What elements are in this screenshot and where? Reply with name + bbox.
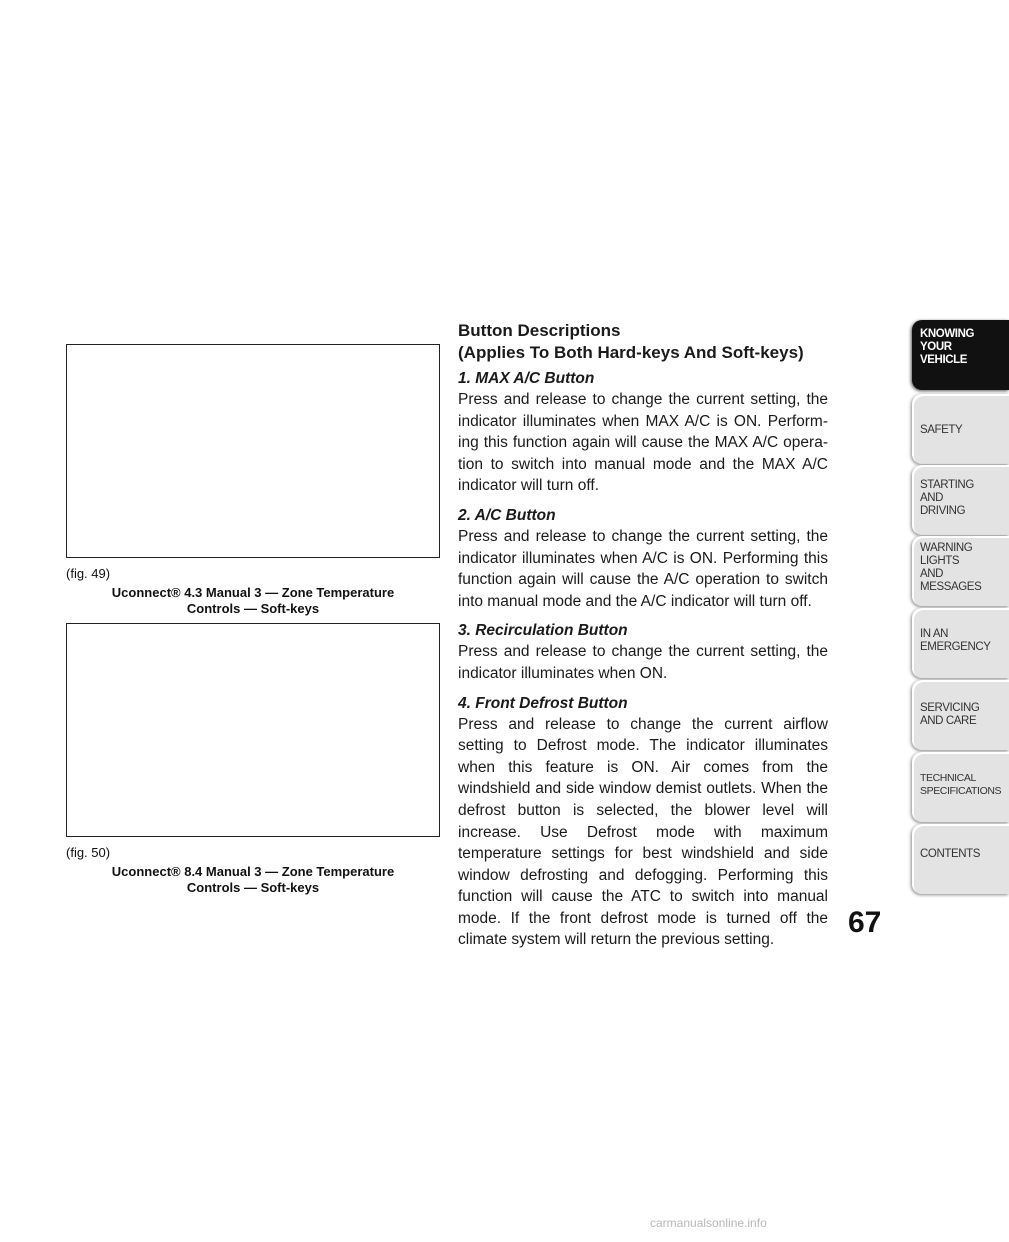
tab-label: AND <box>920 568 944 580</box>
figure-50-caption-line1: Uconnect® 8.4 Manual 3 — Zone Temperature <box>111 864 395 879</box>
tab-in-an-emergency[interactable] <box>912 608 1009 678</box>
tab-label: SERVICING <box>920 702 980 714</box>
tab-label: VEHICLE <box>920 354 968 366</box>
item-ac <box>458 505 828 612</box>
tab-starting-and-driving[interactable] <box>912 465 1009 535</box>
tab-label: TECHNICAL <box>920 772 976 784</box>
figure-50-caption-line2: Controls — Soft-keys <box>186 880 320 895</box>
item-heading: 3. Recirculation Button <box>458 622 628 640</box>
section-title-line2: (Applies To Both Hard-keys And Soft-keys) <box>458 343 804 362</box>
item-front-defrost <box>458 693 828 952</box>
tab-label: CONTENTS <box>920 848 981 860</box>
item-heading: 2. A/C Button <box>458 506 556 524</box>
tab-label: SPECIFICATIONS <box>920 785 1002 797</box>
tab-label: KNOWING <box>920 328 975 340</box>
item-recirculation <box>458 620 828 684</box>
tab-label: EMERGENCY <box>920 641 991 653</box>
tab-label: SAFETY <box>920 424 963 436</box>
tab-label: DRIVING <box>920 505 966 517</box>
page-number: 67 <box>848 906 882 939</box>
figure-49-caption-line1: Uconnect® 4.3 Manual 3 — Zone Temperature <box>111 585 395 600</box>
figure-49-image <box>66 344 440 558</box>
tab-servicing-and-care[interactable] <box>912 680 1009 750</box>
item-body: Press and release to change the current airflow setting to Defrost mode. The indicator illuminates when this feature is ON. Air comes from the windshield and side window demist outlets. When the defrost button is selected, the blower level will increase. Use Defrost mode with maximum temperature settings for best windshield and side window defrosting and defogging. Performing this function will cause the ATC to switch into manual mode. If the front defrost mode is turned off the climate system will return the previous setting. <box>458 715 828 949</box>
tab-contents[interactable] <box>912 824 1009 894</box>
button-descriptions-section <box>458 320 828 951</box>
item-body: Press and release to change the current setting, the indicator illuminates when MAX A/C is ON. Perform- ing this function again will cause the MAX A/C opera- tion to switch into manual mode and the MAX A/C indicator will turn off. <box>458 391 828 495</box>
tab-label: IN AN <box>920 628 949 640</box>
tab-label: WARNING <box>920 542 973 554</box>
tab-technical-specifications[interactable] <box>912 752 1009 822</box>
item-max-ac <box>458 368 828 497</box>
tab-label: MESSAGES <box>920 581 982 593</box>
figure-49-label: (fig. 49) <box>66 566 111 581</box>
figure-49-caption-line2: Controls — Soft-keys <box>186 601 320 616</box>
tab-safety[interactable] <box>912 394 1009 464</box>
figure-50-label: (fig. 50) <box>66 845 111 860</box>
tab-label: STARTING <box>920 479 974 491</box>
item-body: Press and release to change the current setting, the indicator illuminates when ON. <box>458 643 828 682</box>
item-heading: 1. MAX A/C Button <box>458 370 595 387</box>
tab-warning-lights-and-messages[interactable] <box>912 536 1009 606</box>
watermark-text: carmanualsonline.info <box>650 1216 767 1230</box>
tab-label: AND <box>920 492 944 504</box>
section-title-line1: Button Descriptions <box>458 321 621 340</box>
figure-50-caption <box>66 864 440 896</box>
tab-knowing-your-vehicle[interactable] <box>912 320 1009 390</box>
tab-label: LIGHTS <box>920 555 960 567</box>
tab-label: AND CARE <box>920 715 977 727</box>
item-heading: 4. Front Defrost Button <box>458 694 628 712</box>
tab-label: YOUR <box>920 341 952 353</box>
figure-49-caption <box>66 585 440 617</box>
figure-50-image <box>66 623 440 837</box>
item-body: Press and release to change the current setting, the indicator illuminates when A/C is ON. Performing this function again will cause the A/C operation to switch into manual mode and the A/C indicator will turn off. <box>458 527 828 610</box>
